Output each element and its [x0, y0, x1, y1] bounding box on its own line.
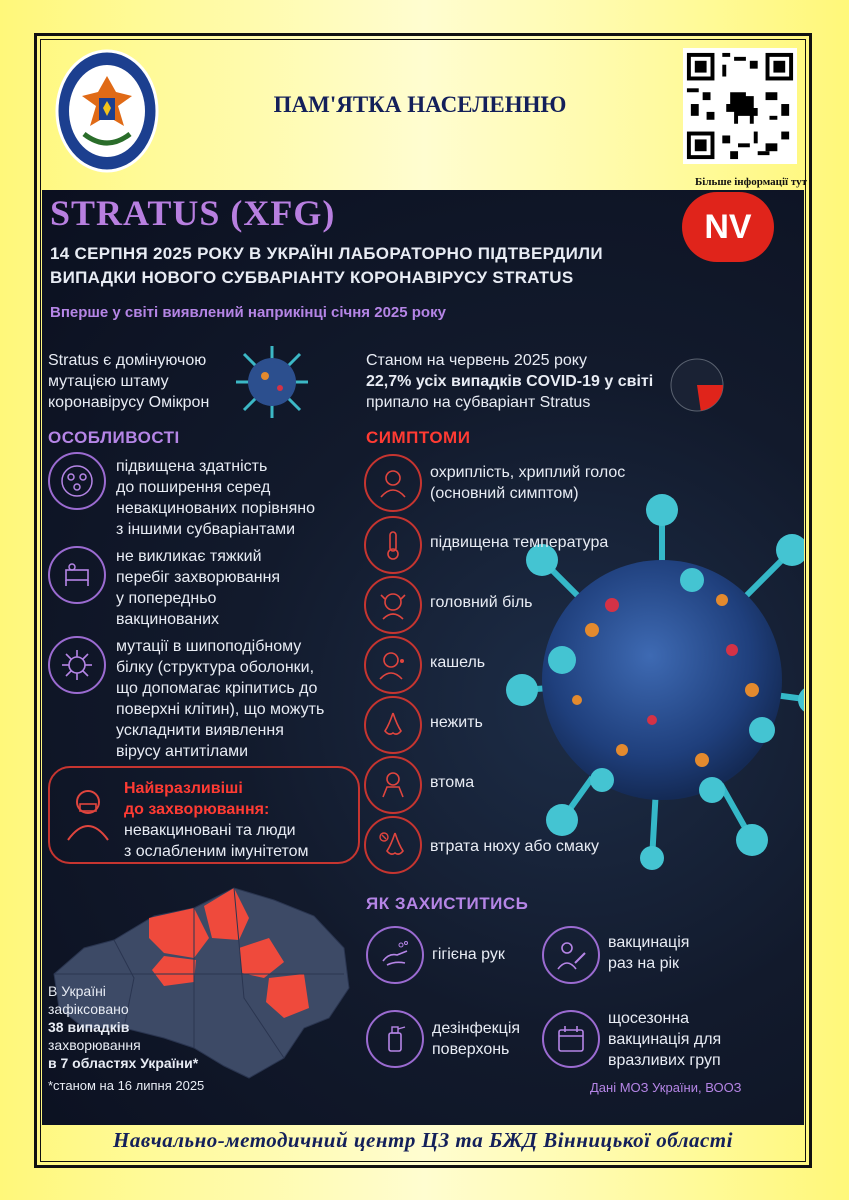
map-line: 38 випадків	[48, 1019, 130, 1035]
symptom-text: головний біль	[430, 594, 533, 611]
intro-line: 22,7% усіх випадків COVID-19 у світі	[366, 373, 654, 390]
map-line: захворювання	[48, 1037, 141, 1053]
small-virus-icon	[232, 344, 312, 420]
protect-line: щосезонна	[608, 1010, 690, 1027]
protect-text	[608, 932, 689, 974]
symptom-text: підвищена температура	[430, 534, 609, 551]
nose-icon	[364, 696, 422, 754]
map-line: В Україні	[48, 983, 106, 999]
feature-line: мутації в шипоподібному	[116, 638, 302, 655]
map-caption	[48, 982, 198, 1072]
vulnerable-title: Найвразливіші	[124, 780, 243, 797]
feature-line: ускладнити виявлення	[116, 722, 284, 739]
symptoms-heading: СИМПТОМИ	[366, 428, 471, 447]
handwash-icon	[366, 926, 424, 984]
protect-line: раз на рік	[608, 955, 680, 972]
page-title: ПАМ'ЯТКА НАСЕЛЕННЮ	[273, 92, 567, 117]
footer-text: Навчально-методичний центр ЦЗ та БЖД Вінницької області	[113, 1128, 733, 1152]
vulnerable-line: невакциновані та люди	[124, 822, 296, 839]
feature-text	[116, 546, 280, 630]
feature-line: у попередньо	[116, 590, 217, 607]
intro-line: Stratus є домінуючою	[48, 352, 207, 369]
intro-line: Станом на червень 2025 року	[366, 352, 587, 369]
headline-line: 14 СЕРПНЯ 2025 РОКУ В УКРАЇНІ ЛАБОРАТОРНО ПІДТВЕРДИЛИ	[50, 244, 603, 263]
emblem-logo	[54, 48, 160, 174]
symptom-text: нежить	[430, 714, 483, 731]
disinfect-icon	[366, 1010, 424, 1068]
protect-heading: ЯК ЗАХИСТИТИСЬ	[366, 894, 529, 913]
headline-line: ВИПАДКИ НОВОГО СУБВАРІАНТУ КОРОНАВІРУСУ STRATUS	[50, 268, 574, 287]
subline: Вперше у світі виявлений наприкінці січня 2025 року	[50, 304, 446, 321]
vaccine-icon	[542, 926, 600, 984]
protect-line: вакцинація для	[608, 1031, 722, 1048]
nv-badge: NV	[682, 192, 774, 262]
source-note: Дані МОЗ України, ВООЗ	[590, 1080, 742, 1095]
qr-caption: Більше інформації тут	[695, 176, 807, 188]
feature-text	[116, 456, 315, 540]
map-note: *станом на 16 липня 2025	[48, 1078, 205, 1093]
symptom-text: втома	[430, 774, 475, 791]
symptom-line: охриплість, хриплий голос	[430, 464, 626, 481]
protect-line: вразливих груп	[608, 1052, 721, 1069]
headache-icon	[364, 576, 422, 634]
fatigue-icon	[364, 756, 422, 814]
feature-line: з іншими субваріантами	[116, 521, 296, 538]
protect-text: гігієна рук	[432, 946, 505, 963]
qr-code[interactable]	[683, 48, 797, 164]
features-heading: ОСОБЛИВОСТІ	[48, 428, 180, 447]
vulnerable-text	[124, 778, 309, 862]
intro-right	[366, 350, 653, 413]
feature-line: до поширення серед	[116, 479, 271, 496]
virus-icon	[48, 636, 106, 694]
feature-line: підвищена здатність	[116, 458, 268, 475]
intro-line: коронавірусу Омікрон	[48, 394, 210, 411]
protect-line: дезінфекція	[432, 1020, 521, 1037]
infographic-poster	[42, 190, 804, 1125]
map-line: в 7 областях України*	[48, 1055, 199, 1071]
no-smell-icon	[364, 816, 422, 874]
feature-line: не викликає тяжкий	[116, 548, 262, 565]
vulnerable-line: з ослабленим імунітетом	[124, 843, 309, 860]
protect-line: вакцинація	[608, 934, 690, 951]
protect-line: поверхонь	[432, 1041, 510, 1058]
thermometer-icon	[364, 516, 422, 574]
poster-title: STRATUS (XFG)	[50, 193, 336, 233]
intro-line: припало на субваріант Stratus	[366, 394, 591, 411]
sick-person-icon	[62, 786, 114, 842]
intro-left	[48, 350, 209, 413]
map-line: зафіксовано	[48, 1001, 129, 1017]
feature-line: вірусу антитілами	[116, 743, 249, 760]
spread-icon	[48, 452, 106, 510]
calendar-icon	[542, 1010, 600, 1068]
feature-line: вакцинованих	[116, 611, 220, 628]
symptom-text	[430, 462, 625, 504]
symptom-text: втрата нюху або смаку	[430, 838, 599, 855]
headline	[50, 242, 650, 290]
symptom-text: кашель	[430, 654, 486, 671]
vulnerable-title: до захворювання:	[124, 801, 270, 818]
share-pie-chart	[668, 356, 726, 414]
feature-line: поверхні клітин), що можуть	[116, 701, 325, 718]
throat-icon	[364, 454, 422, 512]
protect-text	[608, 1008, 721, 1071]
protect-text	[432, 1018, 520, 1060]
intro-line: мутацією штаму	[48, 373, 169, 390]
feature-line: білку (структура оболонки,	[116, 659, 315, 676]
feature-line: невакцинованих порівняно	[116, 500, 315, 517]
bed-icon	[48, 546, 106, 604]
feature-line: що допомагає кріпитись до	[116, 680, 318, 697]
cough-icon	[364, 636, 422, 694]
symptom-line: (основний симптом)	[430, 485, 579, 502]
feature-text	[116, 636, 324, 762]
feature-line: перебіг захворювання	[116, 569, 281, 586]
